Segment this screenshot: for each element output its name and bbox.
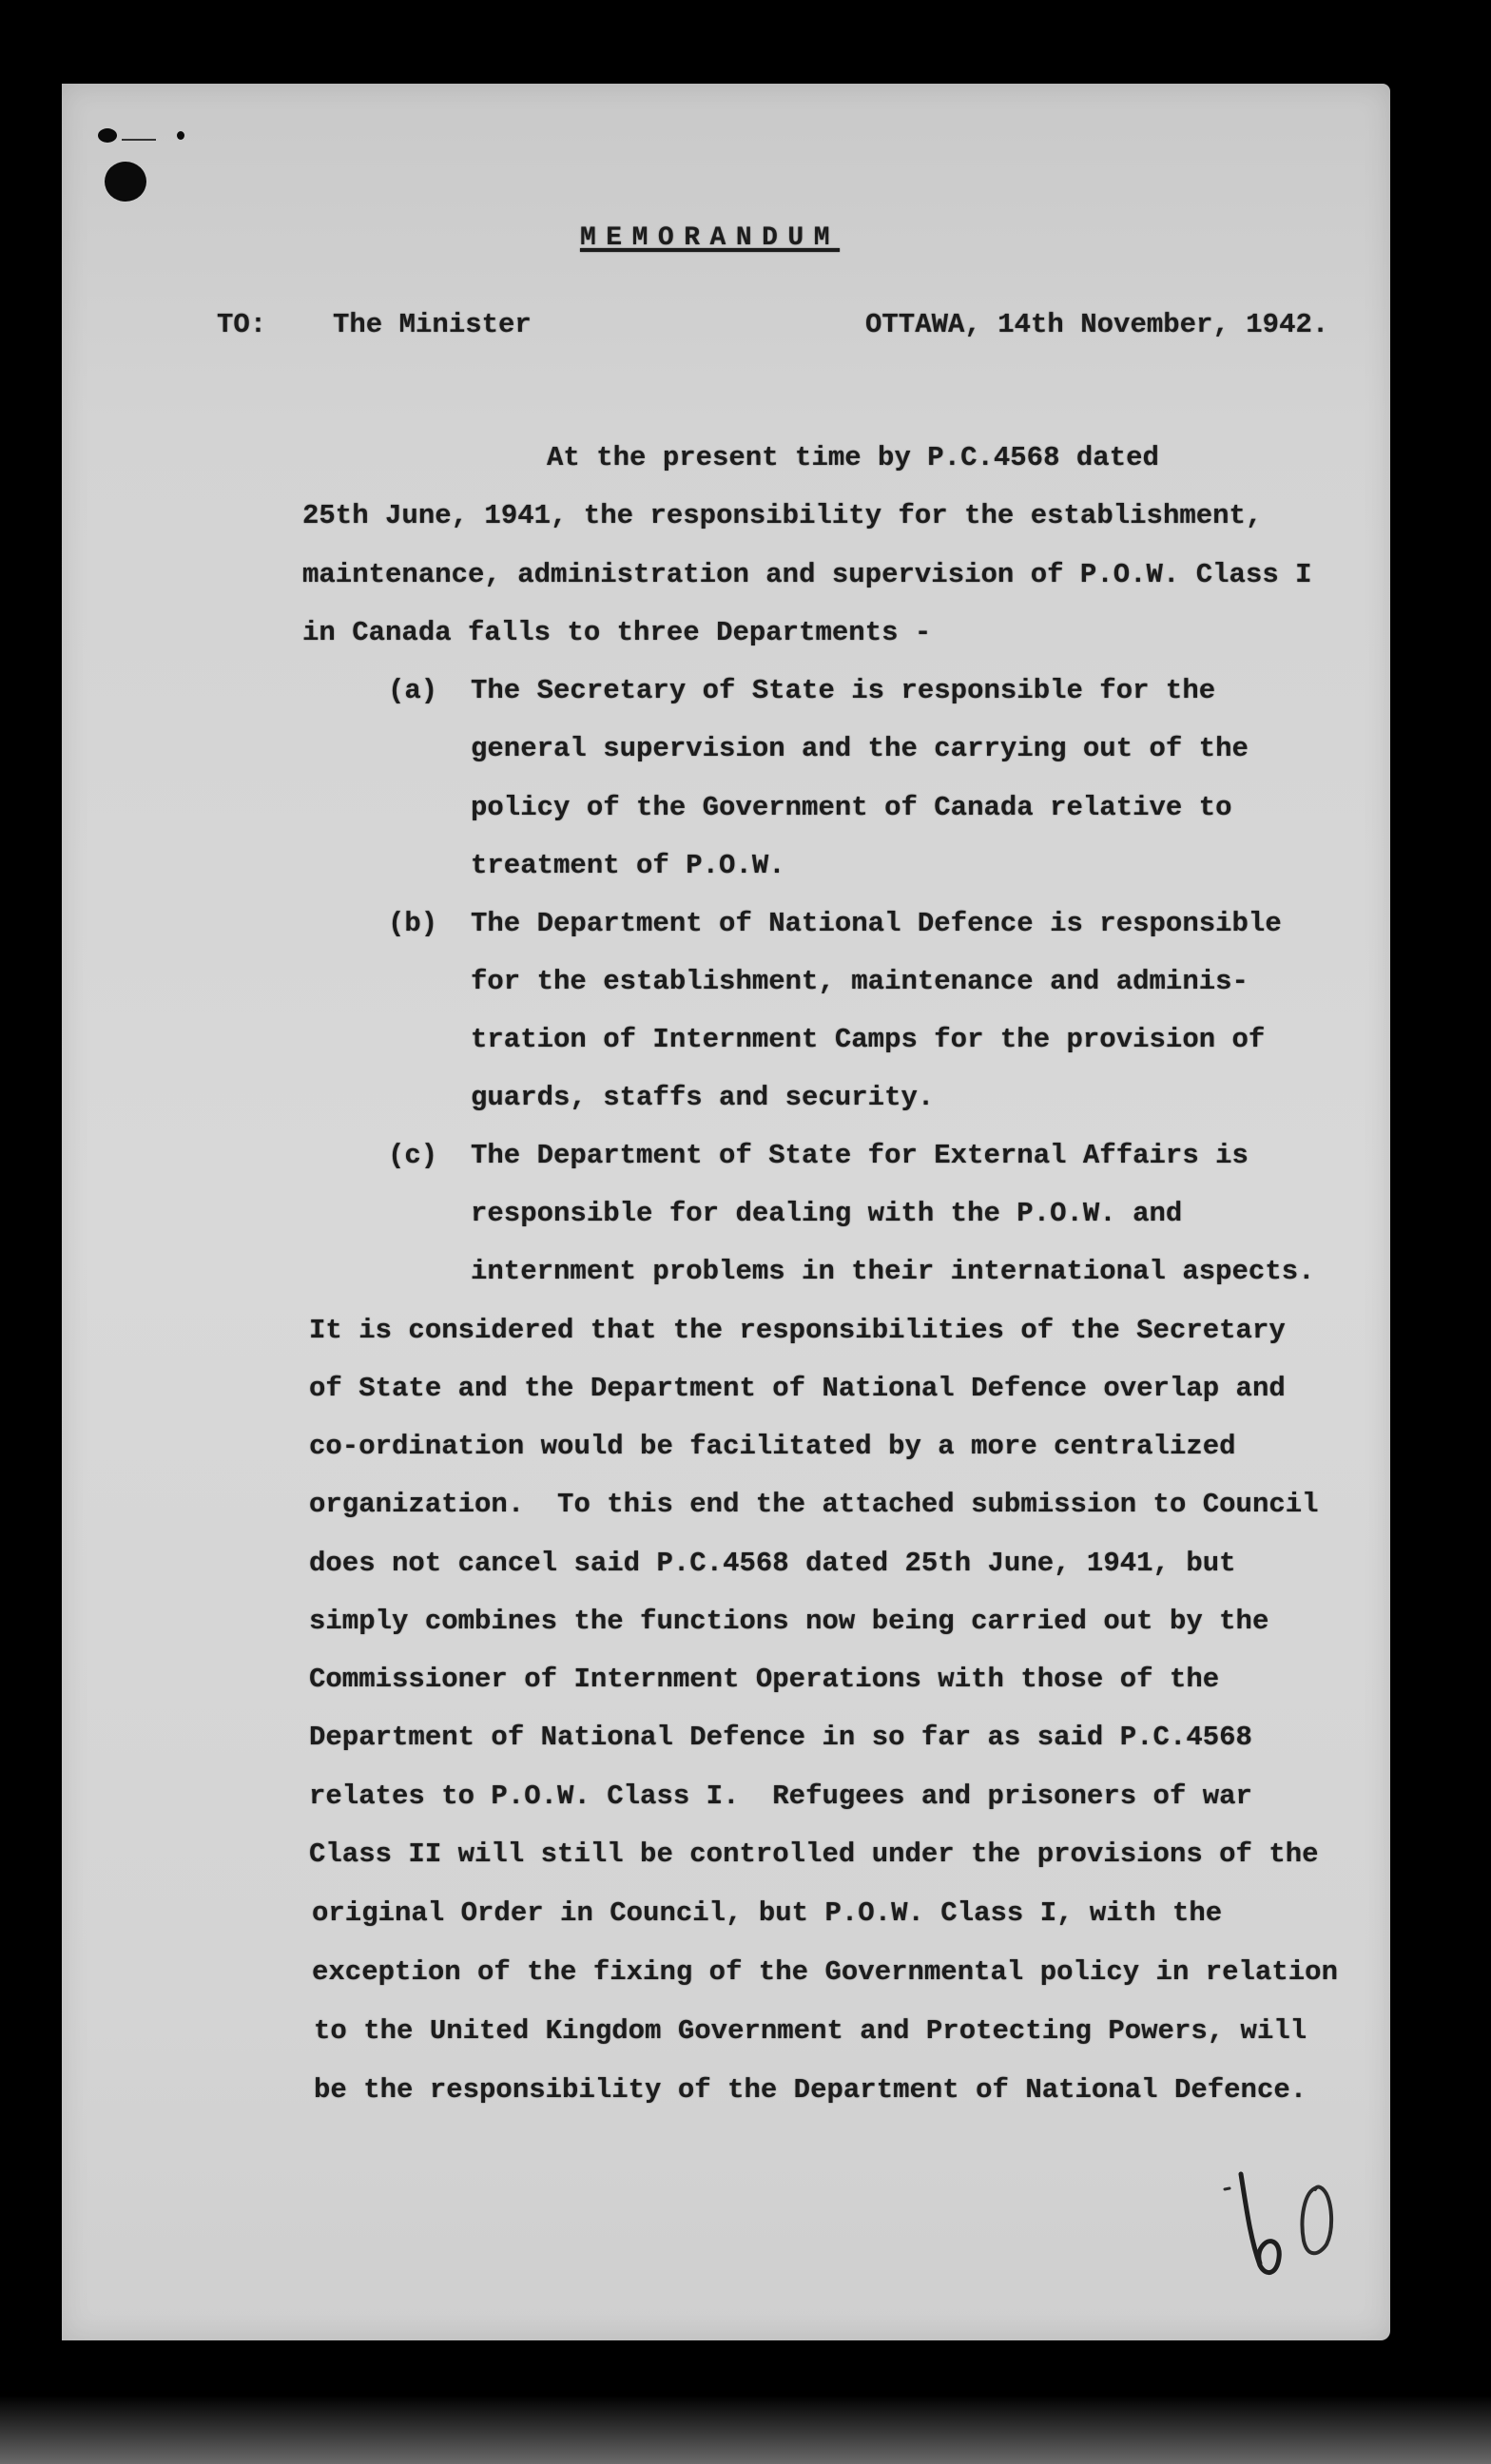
paragraph-line: exception of the fixing of the Governmental policy in relation (312, 1956, 1338, 1988)
paragraph-line: co-ordination would be facilitated by a more centralized (309, 1431, 1236, 1462)
item-line: internment problems in their international aspects. (471, 1256, 1315, 1287)
item-line: guards, staffs and security. (471, 1082, 935, 1113)
memo-heading: MEMORANDUM (580, 223, 841, 253)
paragraph-line: Commissioner of Internment Operations with those of the (309, 1664, 1220, 1695)
punch-hole-icon (105, 162, 146, 202)
paragraph-line: It is considered that the responsibilities of the Secretary (309, 1315, 1286, 1346)
item-line: The Department of State for External Affairs is (471, 1140, 1249, 1171)
paragraph-line: simply combines the functions now being carried out by the (309, 1606, 1269, 1637)
item-line: treatment of P.O.W. (471, 850, 785, 881)
item-label: (c) (388, 1140, 438, 1171)
staple-mark-dot (177, 131, 184, 140)
paragraph-line: relates to P.O.W. Class I. Refugees and prisoners of war (309, 1781, 1252, 1812)
item-line: policy of the Government of Canada relative to (471, 792, 1232, 823)
to-recipient: The Minister (333, 309, 532, 340)
paragraph-line: of State and the Department of National Defence overlap and (309, 1373, 1286, 1404)
paragraph-line: organization. To this end the attached submission to Council (309, 1489, 1319, 1520)
paragraph-line: At the present time by P.C.4568 dated (547, 442, 1159, 473)
item-line: The Department of National Defence is responsible (471, 908, 1282, 939)
paragraph-line: Class II will still be controlled under the provisions of the (309, 1838, 1319, 1870)
staple-mark-icon (98, 128, 117, 143)
paragraph-line: original Order in Council, but P.O.W. Class I, with the (312, 1897, 1223, 1929)
item-line: responsible for dealing with the P.O.W. and (471, 1198, 1183, 1229)
paragraph-line: does not cancel said P.C.4568 dated 25th June, 1941, but (309, 1548, 1236, 1579)
paragraph-line: be the responsibility of the Department of National Defence. (314, 2074, 1307, 2106)
paragraph-line: in Canada falls to three Departments - (302, 617, 932, 648)
staple-line (122, 139, 156, 141)
item-label: (a) (388, 675, 438, 706)
to-label: TO: (217, 309, 267, 340)
paragraph-line: Department of National Defence in so far as said P.C.4568 (309, 1722, 1252, 1753)
item-line: for the establishment, maintenance and adminis- (471, 966, 1249, 997)
place-date: OTTAWA, 14th November, 1942. (865, 309, 1329, 340)
item-line: tration of Internment Camps for the provision of (471, 1024, 1266, 1055)
handwritten-page-number (1222, 2163, 1355, 2286)
paragraph-line: maintenance, administration and supervision of P.O.W. Class I (302, 559, 1312, 590)
item-label: (b) (388, 908, 438, 939)
paragraph-line: 25th June, 1941, the responsibility for the establishment, (302, 500, 1263, 531)
paragraph-line: to the United Kingdom Government and Protecting Powers, will (314, 2015, 1307, 2047)
item-line: general supervision and the carrying out of the (471, 733, 1249, 764)
item-line: The Secretary of State is responsible for the (471, 675, 1216, 706)
